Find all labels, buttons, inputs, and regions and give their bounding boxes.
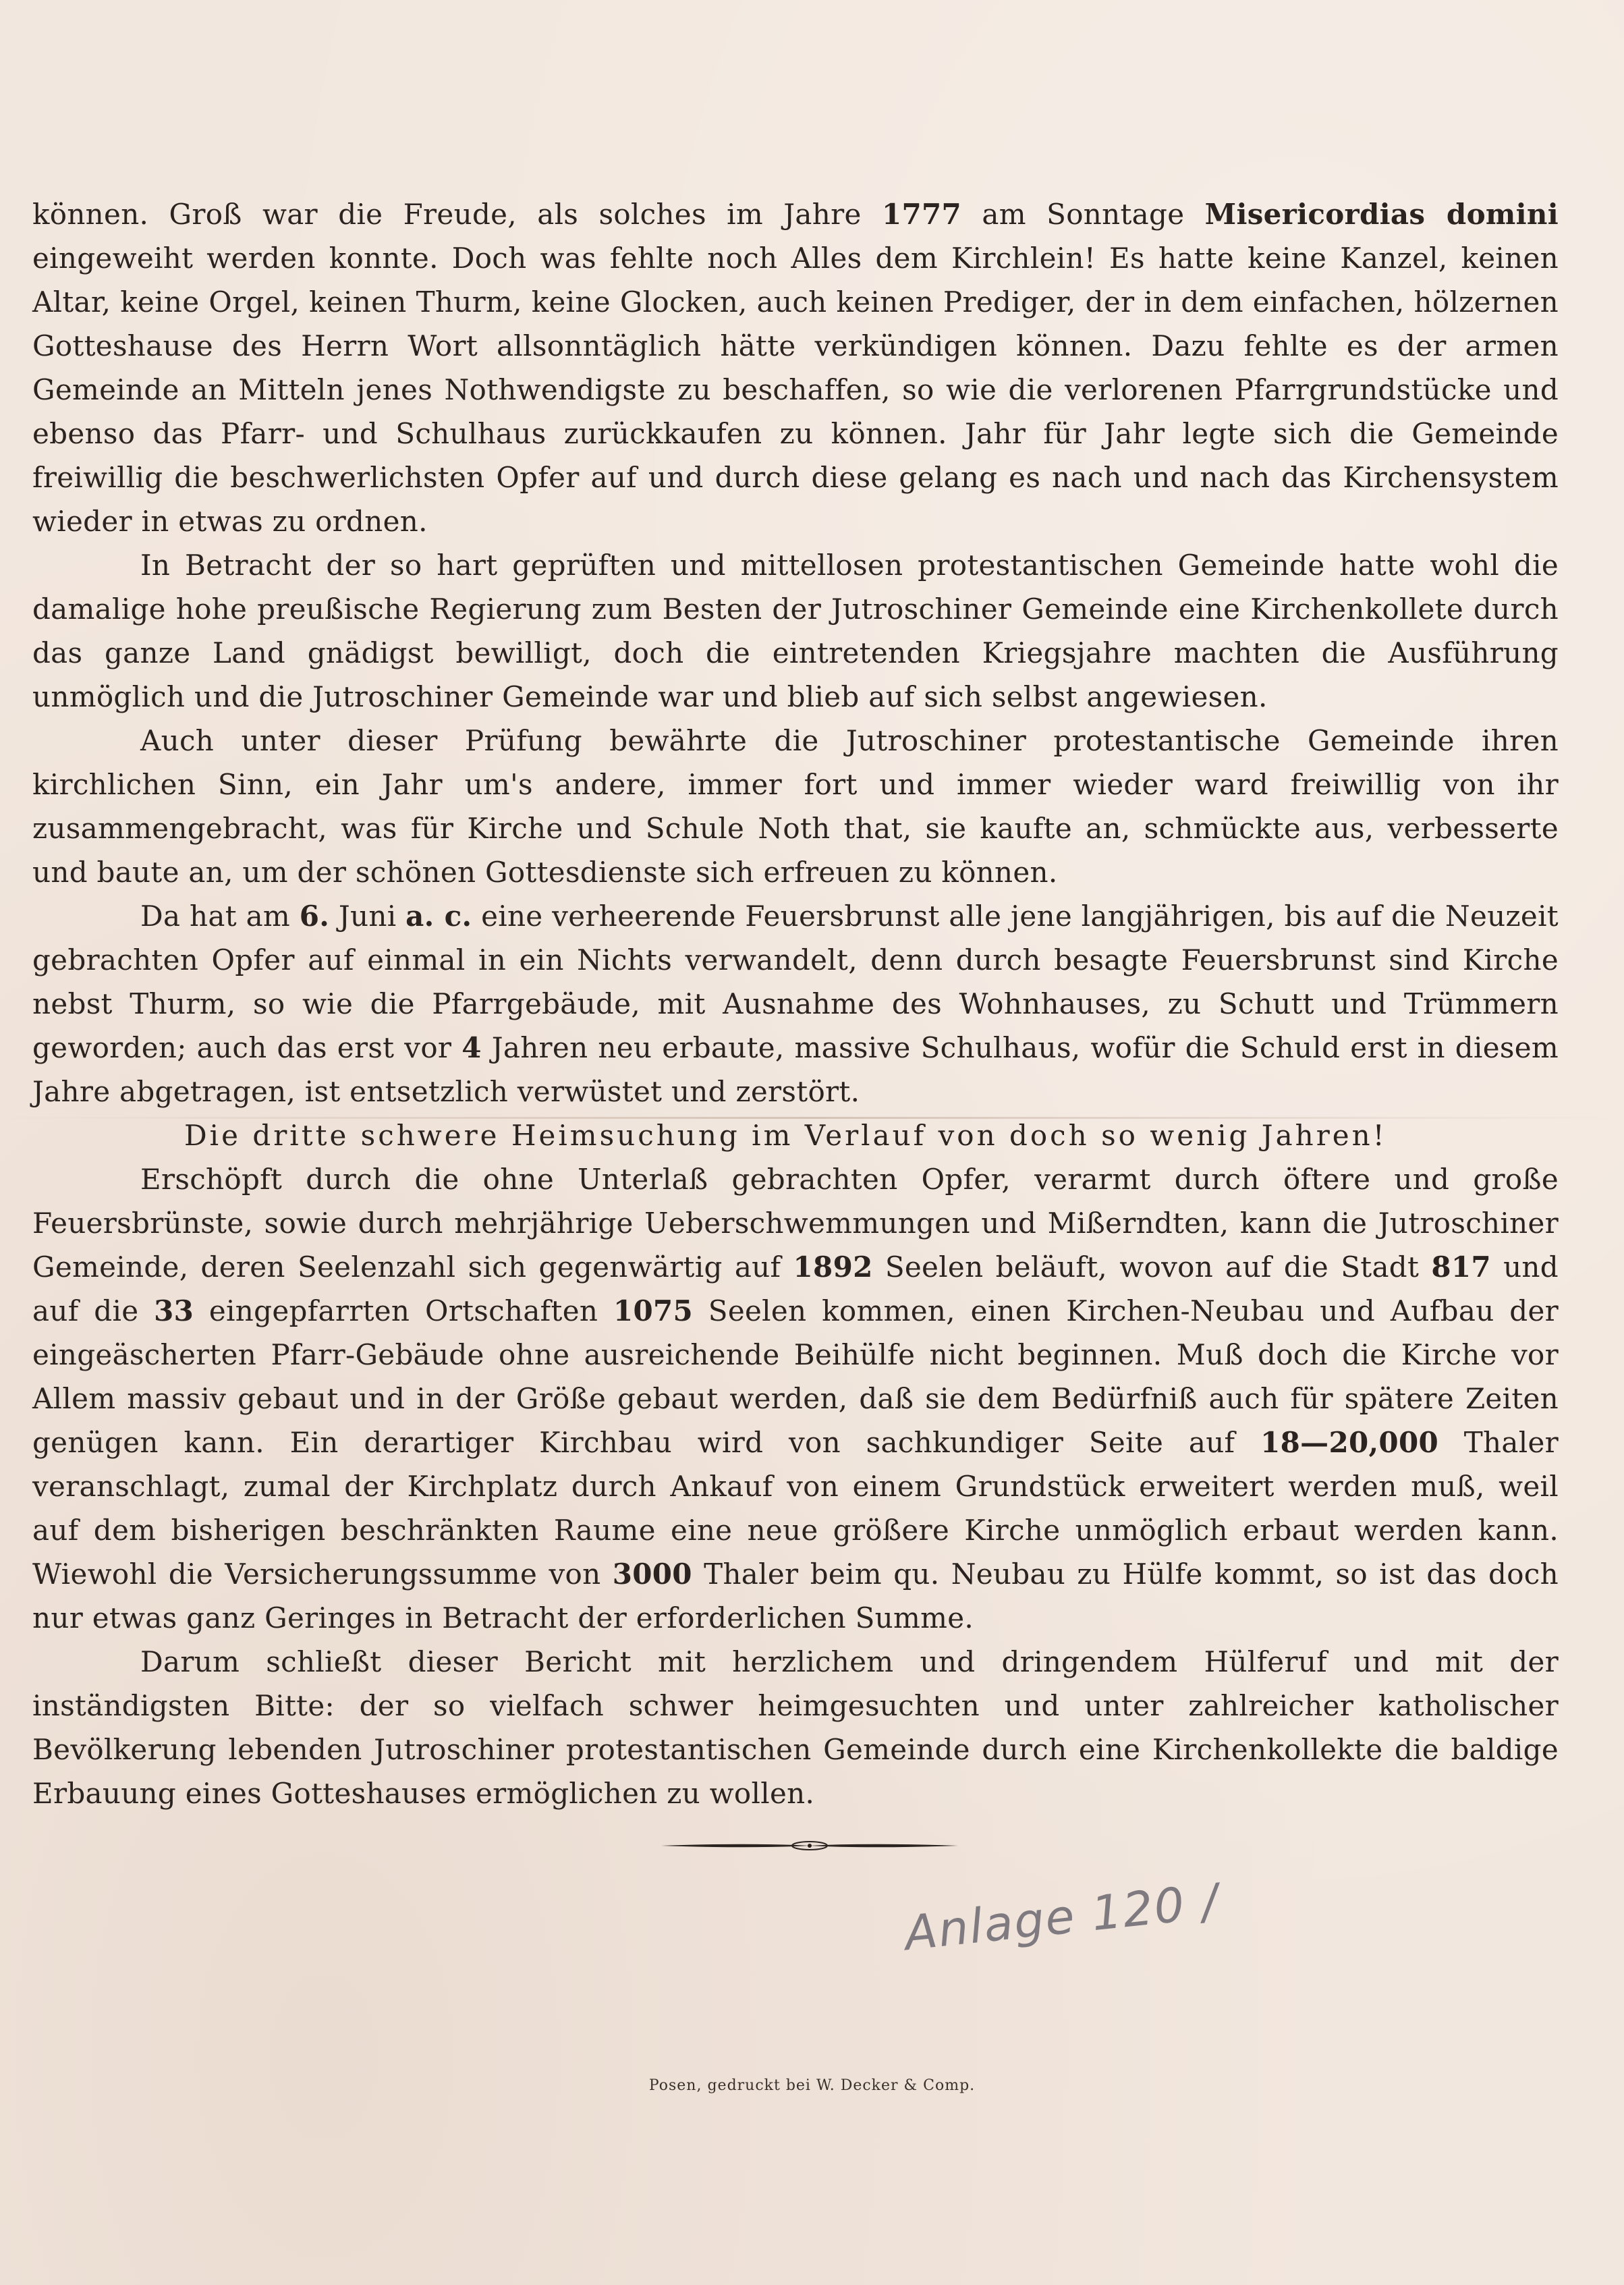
bold-text: 1075 [613,1294,694,1327]
text-run: Seelen beläuft, wovon auf die Stadt [872,1250,1432,1284]
paragraph-3 [32,719,1559,894]
text-run: Erschöpft durch die ohne Unterlaß gebrachten Opfer, verarmt durch öftere und große Feuersbrünste, sowie durch mehrjährige Ueberschwemmungen und Mißerndten, kann die Jutroschiner Gemeinde, deren Seelenzahl sich gegenwärtig auf [32,1163,1559,1284]
paragraph-4 [32,894,1559,1113]
document-body [32,192,1559,1815]
bold-text: 6. [299,900,330,933]
paragraph-2 [32,543,1559,719]
divider-ornament [661,1836,958,1856]
paragraph-7 [32,1640,1559,1815]
text-run: Darum schließt dieser Bericht mit herzlichem und dringendem Hülferuf und mit der inständigsten Bitte: der so vielfach schwer heimgesuchten und unter zahlreicher katholischer Bevölkerung lebenden Jutroschiner protestantischen Gemeinde durch eine Kirchenkollekte die baldige Erbauung eines Gotteshauses ermöglichen zu wollen. [32,1645,1559,1810]
paragraph-6 [32,1157,1559,1640]
handwritten-annotation: Anlage 120 / [901,1873,1222,1962]
text-run: Juni [329,900,406,933]
text-run: In Betracht der so hart geprüften und mittellosen protestantischen Gemeinde hatte wohl die damalige hohe preußische Regierung zum Besten der Jutroschiner Gemeinde eine Kirchenkollete durch das ganze Land gnädigst bewilligt, doch die eintretenden Kriegsjahre machten die Ausführung unmöglich und die Jutroschiner Gemeinde war und blieb auf sich selbst angewiesen. [32,549,1559,713]
text-run: können. Groß war die Freude, als solches im Jahre [32,198,882,231]
bold-text: Misericordias domini [1204,198,1559,231]
bold-text: 3000 [612,1558,692,1591]
bold-text: 1892 [793,1250,873,1284]
text-run: eingepfarrten Ortschaften [194,1294,613,1327]
bold-text: 4 [461,1031,482,1064]
paragraph-5 [32,1113,1559,1157]
text-run: Jahren neu erbaute, massive Schulhaus, wofür die Schuld erst in diesem Jahre abgetragen, ist entsetzlich verwüstet und zerstört. [32,1031,1559,1108]
paragraph-1 [32,192,1559,543]
text-run: eingeweiht werden konnte. Doch was fehlte noch Alles dem Kirchlein! Es hatte keine Kanzel, keinen Altar, keine Orgel, keinen Thurm, keine Glocken, auch keinen Prediger, der in dem einfachen, hölzernen Gotteshause des Herrn Wort allsonntäglich hätte verkündigen können. Dazu fehlte es der armen Gemeinde an Mitteln jenes Nothwendigste zu beschaffen, so wie die verlorenen Pfarrgrundstücke und ebenso das Pfarr- und Schulhaus zurückkaufen zu können. Jahr für Jahr legte sich die Gemeinde freiwillig die beschwerlichsten Opfer auf und durch diese gelang es nach und nach das Kirchensystem wieder in etwas zu ordnen. [32,242,1559,538]
text-run: Auch unter dieser Prüfung bewährte die Jutroschiner protestantische Gemeinde ihren kirchlichen Sinn, ein Jahr um's andere, immer fort und immer wieder ward freiwillig von ihr zusammengebracht, was für Kirche und Schule Noth that, sie kaufte an, schmückte aus, verbesserte und baute an, um der schönen Gottesdienste sich erfreuen zu können. [32,724,1559,889]
bold-text: 817 [1431,1250,1491,1284]
bold-text: 33 [154,1294,194,1327]
text-run: Thaler beim qu. Neubau zu Hülfe kommt, so ist das doch nur etwas ganz Geringes in Betracht der erforderlichen Summe. [32,1558,1559,1634]
text-run: Seelen kommen, einen Kirchen-Neubau und Aufbau der eingeäscherten Pfarr-Gebäude ohne ausreichende Beihülfe nicht beginnen. Muß doch die Kirche vor Allem massiv gebaut und in der Größe gebaut werden, daß sie dem Bedürfniß auch für spätere Zeiten genügen kann. Ein derartiger Kirchbau wird von sachkundiger Seite auf [32,1294,1559,1459]
text-run: Thaler veranschlagt, zumal der Kirchplatz durch Ankauf von einem Grundstück erweitert werden muß, weil auf dem bisherigen beschränkten Raume eine neue größere Kirche unmöglich erbaut werden kann. Wiewohl die Versicherungssumme von [32,1426,1559,1591]
text-run: eine verheerende Feuersbrunst alle jene langjährigen, bis auf die Neuzeit gebrachten Opfer auf einmal in ein Nichts verwandelt, denn durch besagte Feuersbrunst sind Kirche nebst Thurm, so wie die Pfarrgebäude, mit Ausnahme des Wohnhauses, zu Schutt und Trümmern geworden; auch das erst vor [32,900,1559,1064]
bold-text: a. c. [405,900,472,933]
text-run: Da hat am [140,900,300,933]
bold-text: 1777 [881,198,962,231]
text-run: Die dritte schwere Heimsuchung im Verlauf von doch so wenig Jahren! [184,1119,1387,1152]
text-run: und auf die [32,1250,1559,1327]
bold-text: 18—20,000 [1260,1426,1438,1459]
text-run: am Sonntage [961,198,1205,231]
printer-imprint: Posen, gedruckt bei W. Decker & Comp. [648,2077,976,2094]
